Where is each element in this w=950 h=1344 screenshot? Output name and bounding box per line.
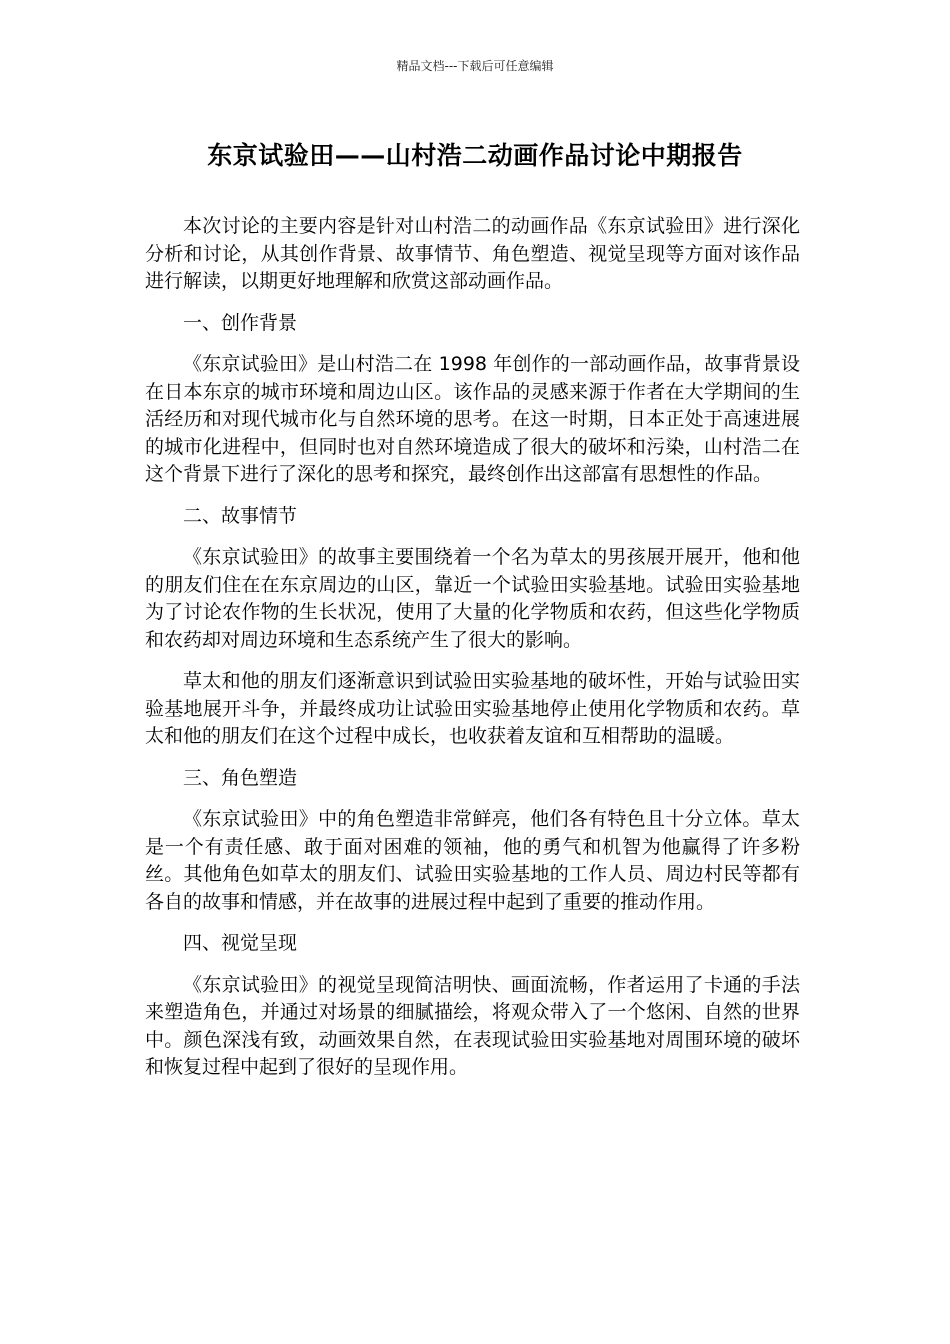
document-title: 东京试验田——山村浩二动画作品讨论中期报告 <box>207 141 743 170</box>
header-note: 精品文档---下载后可任意编辑 <box>396 59 554 73</box>
document-body <box>145 213 800 1096</box>
paragraph-background: 《东京试验田》是山村浩二在 1998 年创作的一部动画作品，故事背景设在日本东京的城市环境和周边山区。该作品的灵感来源于作者在大学期间的生活经历和对现代城市化与自然环境的思考。在这一时期，日本正处于高速进展的城市化进程中，但同时也对自然环境造成了很大的破坏和污染，山村浩二在这个背景下进行了深化的思考和探究，最终创作出这部富有思想性的作品。 <box>145 353 800 485</box>
paragraph-plot-1: 《东京试验田》的故事主要围绕着一个名为草太的男孩展开展开，他和他的朋友们住在在东京周边的山区，靠近一个试验田实验基地。试验田实验基地为了讨论农作物的生长状况，使用了大量的化学物质和农药，但这些化学物质和农药却对周边环境和生态系统产生了很大的影响。 <box>145 546 800 651</box>
intro-paragraph: 本次讨论的主要内容是针对山村浩二的动画作品《东京试验田》进行深化分析和讨论，从其创作背景、故事情节、角色塑造、视觉呈现等方面对该作品进行解读，以期更好地理解和欣赏这部动画作品。 <box>145 215 800 292</box>
paragraph-visuals: 《东京试验田》的视觉呈现简洁明快、画面流畅，作者运用了卡通的手法来塑造角色，并通过对场景的细腻描绘，将观众带入了一个悠闲、自然的世界中。颜色深浅有致，动画效果自然，在表现试验田实验基地对周围环境的破坏和恢复过程中起到了很好的呈现作用。 <box>145 973 800 1078</box>
section-heading-background: 一、创作背景 <box>183 311 298 334</box>
section-heading-characters: 三、角色塑造 <box>183 766 298 789</box>
paragraph-plot-2: 草太和他的朋友们逐渐意识到试验田实验基地的破坏性，开始与试验田实验基地展开斗争，并最终成功让试验田实验基地停止使用化学物质和农药。草太和他的朋友们在这个过程中成长，也收获着友谊和互相帮助的温暖。 <box>145 670 800 747</box>
section-heading-visuals: 四、视觉呈现 <box>183 932 298 954</box>
paragraph-characters: 《东京试验田》中的角色塑造非常鲜亮，他们各有特色且十分立体。草太是一个有责任感、敢于面对困难的领袖，他的勇气和机智为他赢得了许多粉丝。其他角色如草太的朋友们、试验田实验基地的工作人员、周边村民等都有各自的故事和情感，并在故事的进展过程中起到了重要的推动作用。 <box>145 808 800 913</box>
section-heading-plot: 二、故事情节 <box>183 504 298 527</box>
